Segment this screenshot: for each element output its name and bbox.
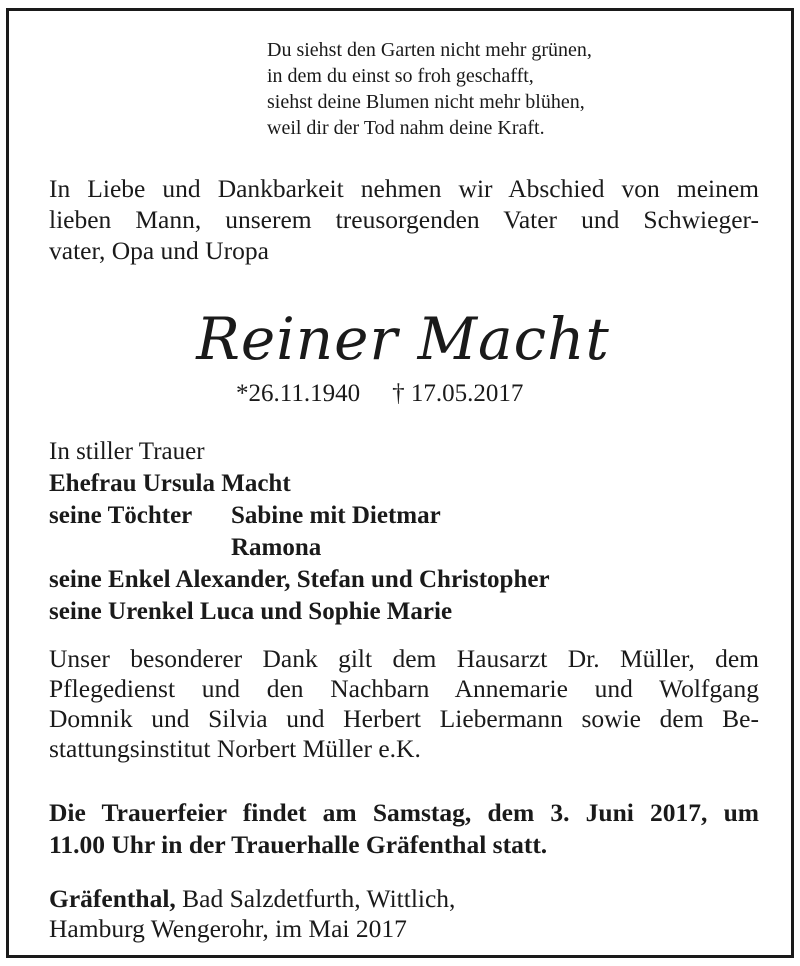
daughters-label: seine Töchter [49,502,193,529]
place-line [49,884,759,914]
funeral-announcement [49,797,759,861]
mourner-grandchildren: seine Enkel Alexander, Stefan und Christopher [49,566,550,593]
birth-date: *26.11.1940 [236,380,361,407]
thanks-line: Domnik und Silvia und Herbert Liebermann sowie dem Be- [49,704,759,733]
poem-line: weil dir der Tod nahm deine Kraft. [267,117,545,139]
intro-line: lieben Mann, unserem treusorgenden Vater und Schwieger- [49,205,759,234]
daughter-name: Ramona [231,534,322,561]
poem-line: siehst deine Blumen nicht mehr blühen, [267,91,585,113]
poem-line: Du siehst den Garten nicht mehr grünen, [267,39,592,61]
deceased-name: Reiner Macht [196,305,610,373]
ceremony-line: Die Trauerfeier findet am Samstag, dem 3. Juni 2017, um [49,798,759,827]
mourner-wife: Ehefrau Ursula Macht [49,470,291,497]
mourner-great-grandchildren: seine Urenkel Luca und Sophie Marie [49,598,453,625]
mourner-daughters-continued [49,532,769,564]
place-line: Hamburg Wengerohr, im Mai 2017 [49,914,407,943]
ceremony-line: 11.00 Uhr in der Trauerhalle Gräfenthal statt. [49,830,548,859]
place-town: Gräfenthal, [49,884,176,913]
thanks-line: Unser besonderer Dank gilt dem Hausarzt Dr. Müller, dem [49,644,759,673]
thanks-line: Pflegedienst und den Nachbarn Annemarie und Wolfgang [49,674,759,703]
acknowledgements [49,644,759,764]
daughter-name: Sabine mit Dietmar [231,502,441,529]
life-dates [236,379,523,409]
thanks-line: stattungsinstitut Norbert Müller e.K. [49,734,421,763]
intro-line: In Liebe und Dankbarkeit nehmen wir Abschied von meinem [49,174,759,203]
farewell-intro [49,173,759,266]
memorial-poem [267,37,592,141]
obituary-notice [6,8,794,958]
mourning-opening: In stiller Trauer [49,438,205,465]
place-rest: Bad Salzdetfurth, Wittlich, [182,884,456,913]
poem-line: in dem du einst so froh geschafft, [267,65,534,87]
mourners-list [49,436,769,628]
death-date: † 17.05.2017 [392,380,524,407]
place-and-date [49,884,759,944]
intro-line: vater, Opa und Uropa [49,236,269,265]
mourner-daughters [49,500,769,532]
